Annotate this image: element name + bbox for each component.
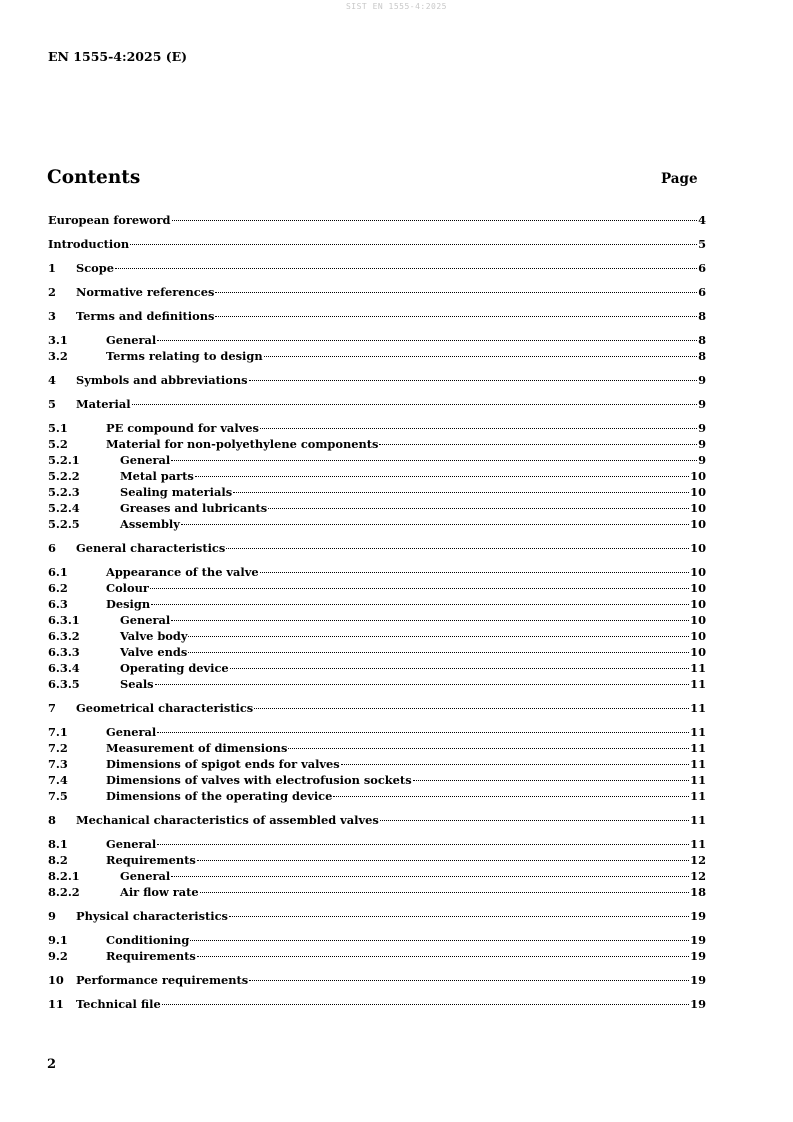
toc-entry[interactable] (48, 416, 706, 435)
toc-entry-title: Air flow rate (120, 885, 199, 899)
toc-entry[interactable] (48, 232, 706, 251)
toc-dot-leader (264, 344, 697, 360)
toc-entry-page: 11 (690, 773, 706, 787)
toc-entry-title: Valve body (120, 629, 188, 643)
toc-entry-page: 11 (690, 741, 706, 755)
toc-entry-number: 6 (48, 541, 56, 555)
toc-entry-page: 9 (698, 437, 706, 451)
toc-entry-page: 10 (690, 629, 706, 643)
toc-entry-page: 18 (690, 885, 706, 899)
toc-entry-title: Conditioning (106, 933, 190, 947)
toc-entry[interactable] (48, 328, 706, 347)
toc-entry-page: 19 (690, 949, 706, 963)
toc-entry-number: 5.2.5 (48, 517, 80, 531)
toc-entry-title: Material (76, 397, 131, 411)
toc-entry-number: 7.2 (48, 741, 68, 755)
toc-entry-number: 2 (48, 285, 56, 299)
toc-dot-leader (155, 672, 690, 688)
toc-entry-page: 11 (690, 677, 706, 691)
toc-entry-number: 7.3 (48, 757, 68, 771)
toc-entry-page: 11 (690, 661, 706, 675)
toc-entry-number: 10 (48, 973, 64, 987)
toc-entry[interactable] (48, 256, 706, 275)
toc-entry-page: 10 (690, 613, 706, 627)
toc-entry-page: 6 (698, 261, 706, 275)
toc-entry-page: 10 (690, 485, 706, 499)
toc-dot-leader (229, 904, 689, 920)
toc-dot-leader (233, 480, 689, 496)
toc-dot-leader (413, 768, 690, 784)
toc-dot-leader (188, 640, 689, 656)
toc-entry[interactable] (48, 280, 706, 299)
toc-entry-title: General (106, 725, 157, 739)
toc-dot-leader (190, 928, 689, 944)
toc-entry-title: General characteristics (76, 541, 226, 555)
toc-dot-leader (130, 232, 697, 248)
toc-dot-leader (260, 560, 690, 576)
table-of-contents (48, 208, 706, 1011)
toc-entry-page: 9 (698, 373, 706, 387)
toc-entry-title: Assembly (120, 517, 180, 531)
toc-entry[interactable] (48, 368, 706, 387)
toc-entry-page: 10 (690, 517, 706, 531)
toc-entry[interactable] (48, 832, 706, 851)
toc-entry-page: 11 (690, 757, 706, 771)
toc-entry-number: 5.1 (48, 421, 68, 435)
toc-entry-page: 12 (690, 869, 706, 883)
toc-entry-title: Scope (76, 261, 114, 275)
toc-entry-number: 9 (48, 909, 56, 923)
toc-entry-title: European foreword (48, 213, 171, 227)
toc-dot-leader (157, 720, 689, 736)
toc-dot-leader (333, 784, 689, 800)
toc-entry-number: 4 (48, 373, 56, 387)
toc-entry-page: 19 (690, 973, 706, 987)
watermark: SIST EN 1555-4:2025 (345, 2, 447, 11)
toc-entry-title: General (120, 613, 171, 627)
contents-title: Contents (47, 167, 141, 188)
toc-dot-leader (230, 656, 689, 672)
toc-entry-page: 11 (690, 789, 706, 803)
toc-entry-title: Dimensions of the operating device (106, 789, 333, 803)
toc-entry-number: 6.1 (48, 565, 68, 579)
toc-entry-title: Performance requirements (76, 973, 249, 987)
toc-entry-page: 4 (698, 213, 706, 227)
toc-entry-page: 11 (690, 837, 706, 851)
toc-entry-title: Technical file (76, 997, 161, 1011)
toc-dot-leader (379, 432, 697, 448)
toc-dot-leader (254, 696, 689, 712)
toc-dot-leader (215, 304, 697, 320)
toc-entry-title: Valve ends (120, 645, 188, 659)
toc-entry-title: Seals (120, 677, 154, 691)
toc-entry[interactable] (48, 928, 706, 947)
toc-entry-number: 8.2 (48, 853, 68, 867)
toc-dot-leader (171, 448, 697, 464)
toc-dot-leader (249, 968, 689, 984)
toc-entry-page: 6 (698, 285, 706, 299)
toc-entry-number: 5.2.3 (48, 485, 80, 499)
toc-entry-number: 11 (48, 997, 64, 1011)
page-number: 2 (47, 1057, 57, 1072)
toc-entry-number: 5.2.4 (48, 501, 80, 515)
toc-entry-title: Material for non-polyethylene components (106, 437, 379, 451)
toc-entry-page: 5 (698, 237, 706, 251)
toc-entry-number: 3.2 (48, 349, 68, 363)
toc-dot-leader (197, 944, 689, 960)
toc-dot-leader (197, 848, 689, 864)
toc-entry-title: Symbols and abbreviations (76, 373, 248, 387)
toc-entry-page: 10 (690, 501, 706, 515)
toc-entry-page: 19 (690, 933, 706, 947)
toc-entry-title: Mechanical characteristics of assembled valves (76, 813, 379, 827)
toc-dot-leader (171, 864, 689, 880)
toc-entry-page: 9 (698, 453, 706, 467)
toc-entry-title: General (120, 869, 171, 883)
toc-entry-number: 5.2 (48, 437, 68, 451)
toc-entry-number: 9.1 (48, 933, 68, 947)
toc-entry-number: 7.4 (48, 773, 68, 787)
toc-entry-title: Requirements (106, 949, 196, 963)
toc-entry-title: Requirements (106, 853, 196, 867)
toc-entry-title: Metal parts (120, 469, 194, 483)
toc-entry-title: Colour (106, 581, 149, 595)
toc-entry-title: Measurement of dimensions (106, 741, 288, 755)
toc-dot-leader (181, 512, 689, 528)
toc-entry-title: Introduction (48, 237, 130, 251)
toc-entry-page: 12 (690, 853, 706, 867)
toc-dot-leader (226, 536, 689, 552)
toc-dot-leader (200, 880, 689, 896)
toc-entry-page: 10 (690, 565, 706, 579)
toc-entry[interactable] (48, 992, 706, 1011)
toc-entry[interactable] (48, 968, 706, 987)
toc-entry[interactable] (48, 720, 706, 739)
toc-dot-leader (132, 392, 698, 408)
toc-entry-number: 5 (48, 397, 56, 411)
toc-entry-number: 6.3.1 (48, 613, 80, 627)
toc-entry-number: 8 (48, 813, 56, 827)
toc-dot-leader (249, 368, 698, 384)
toc-entry-number: 7.1 (48, 725, 68, 739)
toc-entry-page: 10 (690, 581, 706, 595)
toc-entry-number: 5.2.2 (48, 469, 80, 483)
toc-entry-number: 6.2 (48, 581, 68, 595)
toc-entry-number: 6.3.2 (48, 629, 80, 643)
toc-entry[interactable] (48, 208, 706, 227)
toc-dot-leader (157, 832, 689, 848)
toc-dot-leader (195, 464, 689, 480)
toc-dot-leader (215, 280, 697, 296)
toc-dot-leader (380, 808, 689, 824)
toc-entry-number: 7.5 (48, 789, 68, 803)
toc-entry-title: General (106, 837, 157, 851)
toc-entry[interactable] (48, 536, 706, 555)
toc-dot-leader (162, 992, 689, 1008)
toc-entry-page: 19 (690, 909, 706, 923)
toc-dot-leader (115, 256, 697, 272)
toc-entry-title: Design (106, 597, 151, 611)
toc-dot-leader (268, 496, 689, 512)
toc-entry-page: 8 (698, 309, 706, 323)
toc-entry-title: Dimensions of valves with electrofusion sockets (106, 773, 412, 787)
toc-entry-number: 8.1 (48, 837, 68, 851)
toc-entry[interactable] (48, 904, 706, 923)
toc-entry-page: 10 (690, 541, 706, 555)
toc-entry-number: 7 (48, 701, 56, 715)
toc-entry-page: 8 (698, 349, 706, 363)
toc-dot-leader (157, 328, 697, 344)
toc-entry-page: 10 (690, 645, 706, 659)
toc-entry-title: Sealing materials (120, 485, 233, 499)
toc-entry-number: 6.3.5 (48, 677, 80, 691)
toc-entry-number: 3.1 (48, 333, 68, 347)
toc-dot-leader (151, 592, 689, 608)
toc-entry[interactable] (48, 560, 706, 579)
toc-entry-page: 9 (698, 421, 706, 435)
toc-entry-number: 8.2.1 (48, 869, 80, 883)
toc-entry-title: PE compound for valves (106, 421, 259, 435)
toc-entry-number: 6.3.3 (48, 645, 80, 659)
toc-entry-number: 9.2 (48, 949, 68, 963)
toc-dot-leader (150, 576, 689, 592)
toc-entry-title: Physical characteristics (76, 909, 228, 923)
toc-entry-title: Appearance of the valve (106, 565, 259, 579)
toc-entry-title: Dimensions of spigot ends for valves (106, 757, 340, 771)
toc-entry-page: 11 (690, 813, 706, 827)
toc-entry-title: Geometrical characteristics (76, 701, 254, 715)
toc-entry-page: 9 (698, 397, 706, 411)
toc-dot-leader (171, 608, 689, 624)
toc-entry-number: 6.3.4 (48, 661, 80, 675)
toc-entry-title: Terms relating to design (106, 349, 263, 363)
toc-entry-number: 5.2.1 (48, 453, 80, 467)
toc-entry-title: Operating device (120, 661, 229, 675)
toc-entry-title: Greases and lubricants (120, 501, 268, 515)
toc-entry-title: Terms and definitions (76, 309, 215, 323)
toc-entry-page: 10 (690, 597, 706, 611)
toc-dot-leader (188, 624, 689, 640)
toc-entry-page: 11 (690, 725, 706, 739)
toc-entry-title: General (106, 333, 157, 347)
toc-entry-page: 19 (690, 997, 706, 1011)
toc-entry-number: 6.3 (48, 597, 68, 611)
document-id: EN 1555-4:2025 (E) (48, 49, 188, 64)
toc-entry-number: 3 (48, 309, 56, 323)
toc-entry-page: 10 (690, 469, 706, 483)
toc-entry[interactable] (48, 304, 706, 323)
toc-entry-page: 8 (698, 333, 706, 347)
toc-entry[interactable] (48, 808, 706, 827)
toc-entry[interactable] (48, 392, 706, 411)
toc-dot-leader (260, 416, 697, 432)
toc-entry-title: General (120, 453, 171, 467)
toc-entry[interactable] (48, 696, 706, 715)
toc-entry-number: 1 (48, 261, 56, 275)
page-column-heading: Page (661, 171, 698, 187)
toc-entry-page: 11 (690, 701, 706, 715)
toc-dot-leader (288, 736, 689, 752)
toc-dot-leader (172, 208, 698, 224)
toc-dot-leader (341, 752, 689, 768)
toc-entry-number: 8.2.2 (48, 885, 80, 899)
toc-entry-title: Normative references (76, 285, 215, 299)
